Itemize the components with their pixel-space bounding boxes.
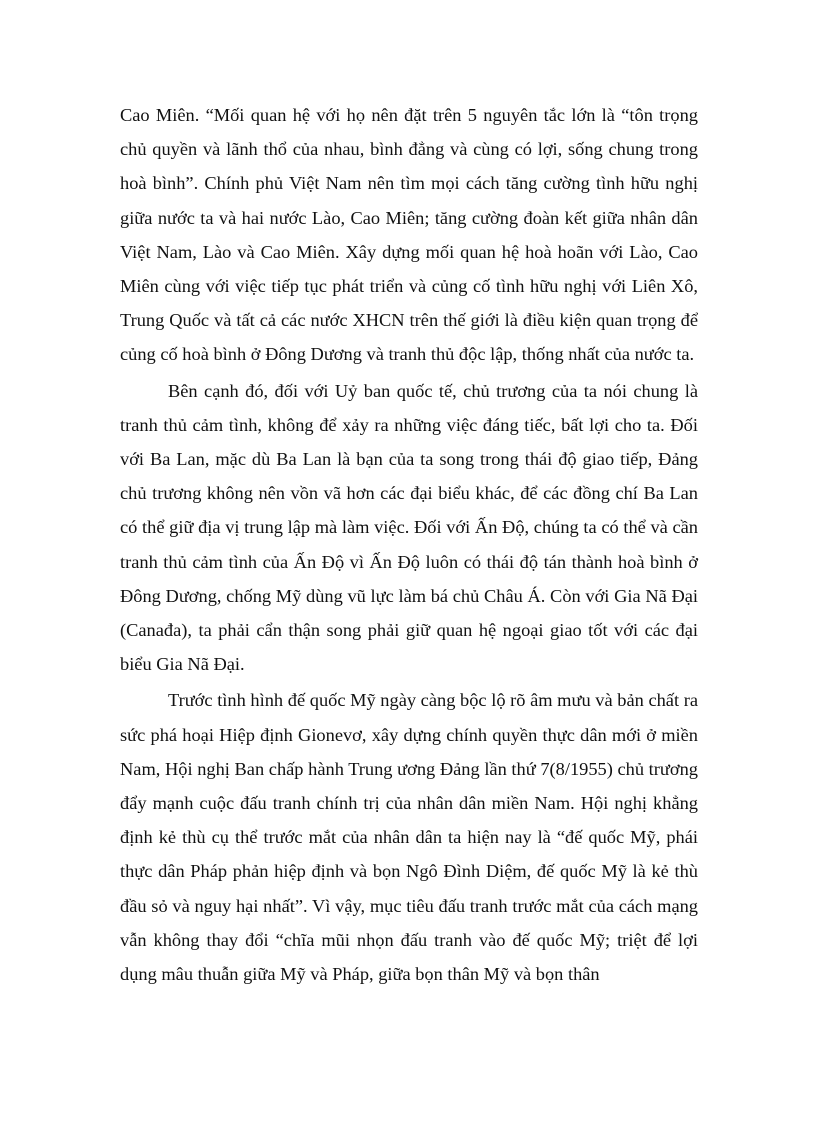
paragraph-1: Cao Miên. “Mối quan hệ với họ nên đặt trên 5 nguyên tắc lớn là “tôn trọng chủ quyền và lãnh thổ của nhau, bình đẳng và cùng có lợi, sống chung trong hoà bình”. Chính phủ Việt Nam nên tìm mọi cách tăng cường tình hữu nghị giữa nước ta và hai nước Lào, Cao Miên; tăng cường đoàn kết giữa nhân dân Việt Nam, Lào và Cao Miên. Xây dựng mối quan hệ hoà hoãn với Lào, Cao Miên cùng với việc tiếp tục phát triển và củng cố tình hữu nghị với Liên Xô, Trung Quốc và tất cả các nước XHCN trên thế giới là điều kiện quan trọng để củng cố hoà bình ở Đông Dương và tranh thủ độc lập, thống nhất của nước ta. <box>120 105 698 365</box>
paragraph-2: Bên cạnh đó, đối với Uỷ ban quốc tế, chủ trương của ta nói chung là tranh thủ cảm tình, không để xảy ra những việc đáng tiếc, bất lợi cho ta. Đối với Ba Lan, mặc dù Ba Lan là bạn của ta song trong thái độ giao tiếp, Đảng chủ trương không nên vồn vã hơn các đại biểu khác, để các đồng chí Ba Lan có thể giữ địa vị trung lập mà làm việc. Đối với Ấn Độ, chúng ta có thể và cần tranh thủ cảm tình của Ấn Độ vì Ấn Độ luôn có thái độ tán thành hoà bình ở Đông Dương, chống Mỹ dùng vũ lực làm bá chủ Châu Á. Còn với Gia Nã Đại (Canađa), ta phải cẩn thận song phải giữ quan hệ ngoại giao tốt với các đại biểu Gia Nã Đại. <box>120 380 698 675</box>
document-body <box>120 98 698 993</box>
paragraph-3: Trước tình hình đế quốc Mỹ ngày càng bộc lộ rõ âm mưu và bản chất ra sức phá hoại Hiệp định Gionevơ, xây dựng chính quyền thực dân mới ở miền Nam, Hội nghị Ban chấp hành Trung ương Đảng lần thứ 7(8/1955) chủ trương đẩy mạnh cuộc đấu tranh chính trị của nhân dân miền Nam. Hội nghị khẳng định kẻ thù cụ thể trước mắt của nhân dân ta hiện nay là “đế quốc Mỹ, phái thực dân Pháp phản hiệp định và bọn Ngô Đình Diệm, đế quốc Mỹ là kẻ thù đầu sỏ và nguy hại nhất”. Vì vậy, mục tiêu đấu tranh trước mắt của cách mạng vẫn không thay đổi “chĩa mũi nhọn đấu tranh vào đế quốc Mỹ; triệt để lợi dụng mâu thuẫn giữa Mỹ và Pháp, giữa bọn thân Mỹ và bọn thân <box>120 690 698 985</box>
